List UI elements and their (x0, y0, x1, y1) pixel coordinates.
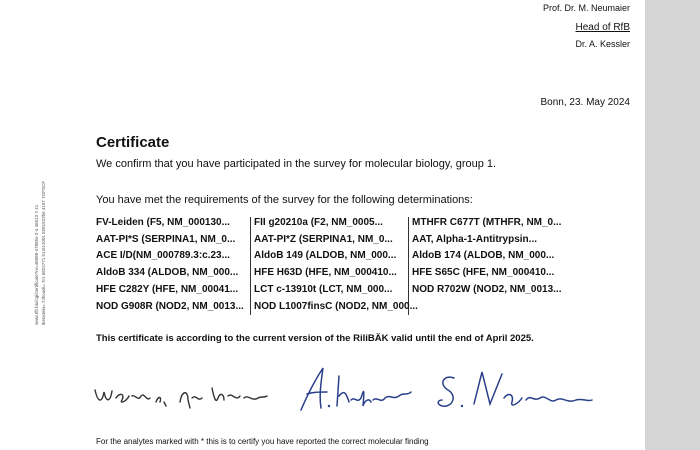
validity-statement: This certificate is according to the current version of the RiliBÄK valid until the end of April 2025. (96, 333, 534, 344)
determination-cell: AldoB 149 (ALDOB, NM_000... (254, 250, 397, 261)
determination-cell: HFE H63D (HFE, NM_000410... (254, 267, 397, 278)
determination-cell: LCT c-13910t (LCT, NM_000... (254, 284, 393, 295)
requirements-intro: You have met the requirements of the survey for the following determinations: (96, 194, 473, 206)
determination-cell: AAT-PI*S (SERPINA1, NM_0... (96, 234, 236, 245)
side-text-line-1: www.rfb.bio/cgi/certificate?rv=46888-47885v-2-4 46613 2 41 (34, 204, 39, 325)
determination-cell: NOD G908R (NOD2, NM_0013... (96, 301, 244, 312)
determination-cell: AAT, Alpha-1-Antitrypsin... (412, 234, 537, 245)
signature-2 (295, 362, 415, 417)
determination-cell: NOD R702W (NOD2, NM_0013... (412, 284, 562, 295)
determination-cell: ACE I/D(NM_000789.3:c.23... (96, 250, 230, 261)
participation-confirmation: We confirm that you have participated in the survey for molecular biology, group 1. (96, 158, 497, 170)
head-name: Dr. A. Kessler (575, 39, 630, 49)
determination-cell: NOD L1007finsC (NOD2, NM_000... (254, 301, 418, 312)
date-line: Bonn, 23. May 2024 (540, 97, 630, 108)
viewer-side-panel (645, 0, 700, 450)
determination-cell: AldoB 334 (ALDOB, NM_000... (96, 267, 239, 278)
side-reference-text (34, 155, 94, 325)
professor-name: Prof. Dr. M. Neumaier (542, 3, 630, 13)
certificate-title: Certificate (96, 134, 170, 151)
column-divider (250, 217, 251, 315)
side-text-line-2: Ikenstein= 7Jboadr= 7r1 6822771 514/41001 8281522b6 4197 7GPSCF (41, 180, 46, 325)
determination-cell: HFE S65C (HFE, NM_000410... (412, 267, 555, 278)
determination-cell: AldoB 174 (ALDOB, NM_000... (412, 250, 555, 261)
determination-cell: FV-Leiden (F5, NM_000130... (96, 217, 230, 228)
determination-cell: AAT-PI*Z (SERPINA1, NM_0... (254, 234, 393, 245)
determination-cell: FII g20210a (F2, NM_0005... (254, 217, 383, 228)
signature-3 (430, 364, 595, 419)
footnote: For the analytes marked with * this is to certify you have reported the correct molecular finding (96, 437, 429, 446)
determination-cell: MTHFR C677T (MTHFR, NM_0... (412, 217, 562, 228)
head-of-rfb-label: Head of RfB (575, 22, 630, 33)
signature-1 (92, 368, 272, 413)
determination-cell: HFE C282Y (HFE, NM_00041... (96, 284, 239, 295)
